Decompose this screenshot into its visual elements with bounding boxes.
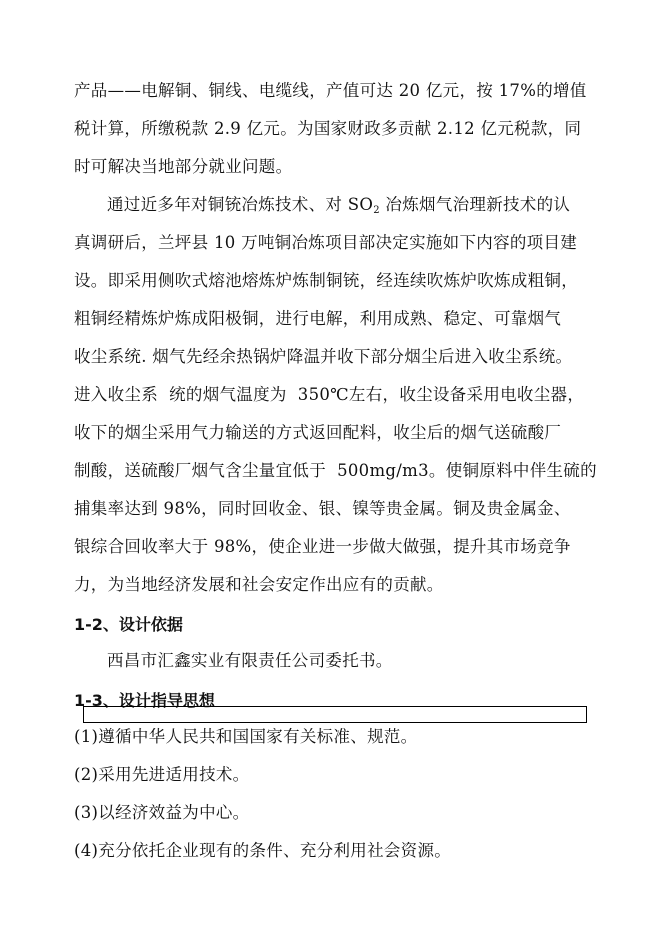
para2-line-10: 银综合回收率大于 98%，使企业进一步做大做强，提升其市场竞争 (74, 537, 571, 556)
para2-line-1 (107, 194, 570, 222)
para2-line-4: 粗铜经精炼炉炼成阳极铜，进行电解，利用成熟、稳定、可靠烟气 (74, 309, 562, 328)
para2-line-1-end: 冶炼烟气治理新技术的认 (379, 195, 571, 214)
section-1-2-text: 西昌市汇鑫实业有限责任公司委托书。 (107, 651, 393, 670)
section-1-2-heading: 1-2、设计依据 (74, 615, 183, 634)
para2-line-3: 设。即采用侧吹式熔池熔炼炉炼制铜铳，经连续吹炼炉吹炼成粗铜， (74, 271, 578, 290)
para2-line-5: 收尘系统. 烟气先经余热锅炉降温并收下部分烟尘后进入收尘系统。 (74, 347, 573, 366)
para2-line-6: 进入收尘系 统的烟气温度为 350℃左右，收尘设备采用电收尘器， (74, 385, 585, 404)
empty-box-frame (83, 706, 587, 723)
guideline-item-1: (1)遵循中华人民共和国国家有关标准、规范。 (74, 727, 418, 746)
para2-line-1-start: 通过近多年对铜铳冶炼技术、对 SO (107, 195, 374, 214)
so2-subscript: 2 (373, 205, 380, 216)
para2-line-8: 制酸，送硫酸厂烟气含尘量宜低于 500mg/m3。使铜原料中伴生硫的 (74, 461, 597, 480)
para1-line-3: 时可解决当地部分就业问题。 (74, 157, 293, 176)
para2-line-9: 捕集率达到 98%，同时回收金、银、镍等贵金属。铜及贵金属金、 (74, 499, 571, 518)
para2-line-7: 收下的烟尘采用气力输送的方式返回配料，收尘后的烟气送硫酸厂 (74, 423, 562, 442)
para2-line-2: 真调研后，兰坪县 10 万吨铜冶炼项目部决定实施如下内容的项目建 (74, 233, 578, 252)
guideline-item-2: (2)采用先进适用技术。 (74, 765, 250, 784)
para1-line-2: 税计算，所缴税款 2.9 亿元。为国家财政多贡献 2.12 亿元税款，同 (74, 119, 582, 138)
para2-line-11: 力，为当地经济发展和社会安定作出应有的贡献。 (74, 575, 444, 594)
section-1-3-heading: 1-3、设计指导思想 (74, 691, 215, 710)
guideline-item-4: (4)充分依托企业现有的条件、充分利用社会资源。 (74, 841, 452, 860)
para1-line-1: 产品——电解铜、铜线、电缆线，产值可达 20 亿元，按 17%的增值 (74, 81, 587, 100)
guideline-item-3: (3)以经济效益为中心。 (74, 803, 250, 822)
